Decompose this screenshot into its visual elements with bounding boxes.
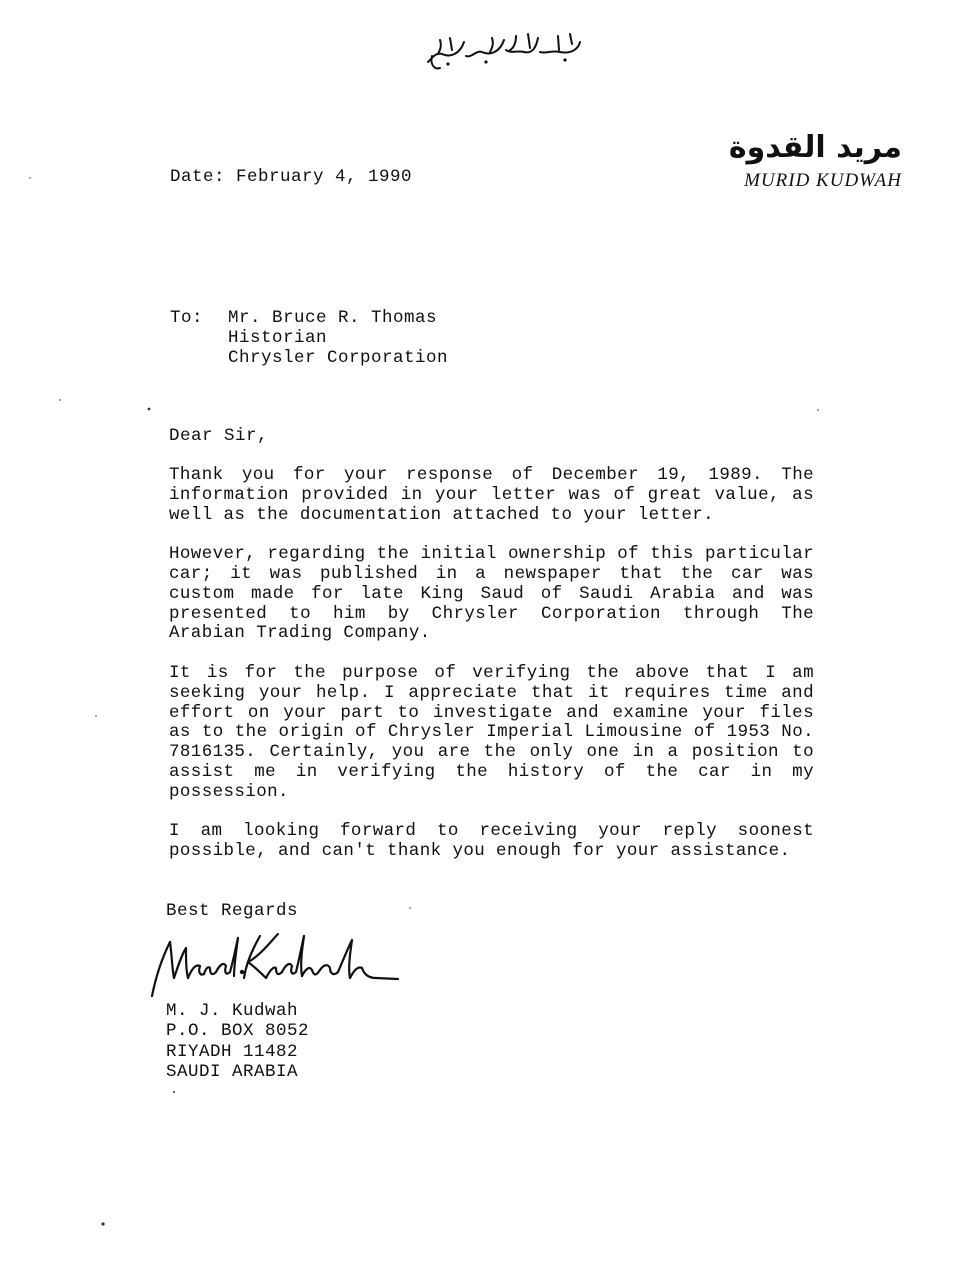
sender-block xyxy=(166,1001,309,1082)
recipient-line: Chrysler Corporation xyxy=(228,348,449,368)
letterhead-latin-name: MURID KUDWAH xyxy=(744,170,902,191)
letterhead-arabic-name: مريد القدوة xyxy=(728,130,902,165)
recipient-address xyxy=(228,308,448,368)
closing: Best Regards xyxy=(166,901,299,921)
salutation: Dear Sir, xyxy=(169,426,269,446)
body-paragraph: However, regarding the initial ownership of this particular car; it was published in a newspaper that the car was custom made for late King Saud of Saudi Arabia and was presented to him by Chrysler Corporation through The Arabian Trading Company. xyxy=(169,544,814,644)
letter-date: Date: February 4, 1990 xyxy=(170,167,413,187)
recipient-line: Mr. Bruce R. Thomas xyxy=(228,308,438,328)
body-paragraph: I am looking forward to receiving your reply soonest possible, and can't thank you enough for your assistance. xyxy=(169,821,814,862)
recipient-label: To: xyxy=(170,308,204,328)
body-paragraph: Thank you for your response of December 19, 1989. The information provided in your letter was of great value, as well as the documentation attached to your letter. xyxy=(169,465,814,525)
letterhead xyxy=(729,128,902,192)
sender-line: P.O. BOX 8052 xyxy=(166,1021,310,1042)
sender-line: RIYADH 11482 xyxy=(166,1041,299,1062)
body-paragraph: It is for the purpose of verifying the above that I am seeking your help. I appreciate that it requires time and effort on your part to investigate and examine your files as to the origin of Chrysler Imperial Limousine of 1953 No. 7816135. Certainly, you are the only one in a position to assist me in verifying the history of the car in my possession. xyxy=(169,662,814,802)
bismillah-handwriting xyxy=(420,28,585,76)
recipient-line: Historian xyxy=(228,328,328,348)
sender-line: SAUDI ARABIA xyxy=(166,1061,299,1082)
letter-body xyxy=(169,466,814,882)
sender-line: M. J. Kudwah xyxy=(166,1001,299,1021)
handwritten-signature xyxy=(148,928,403,1000)
